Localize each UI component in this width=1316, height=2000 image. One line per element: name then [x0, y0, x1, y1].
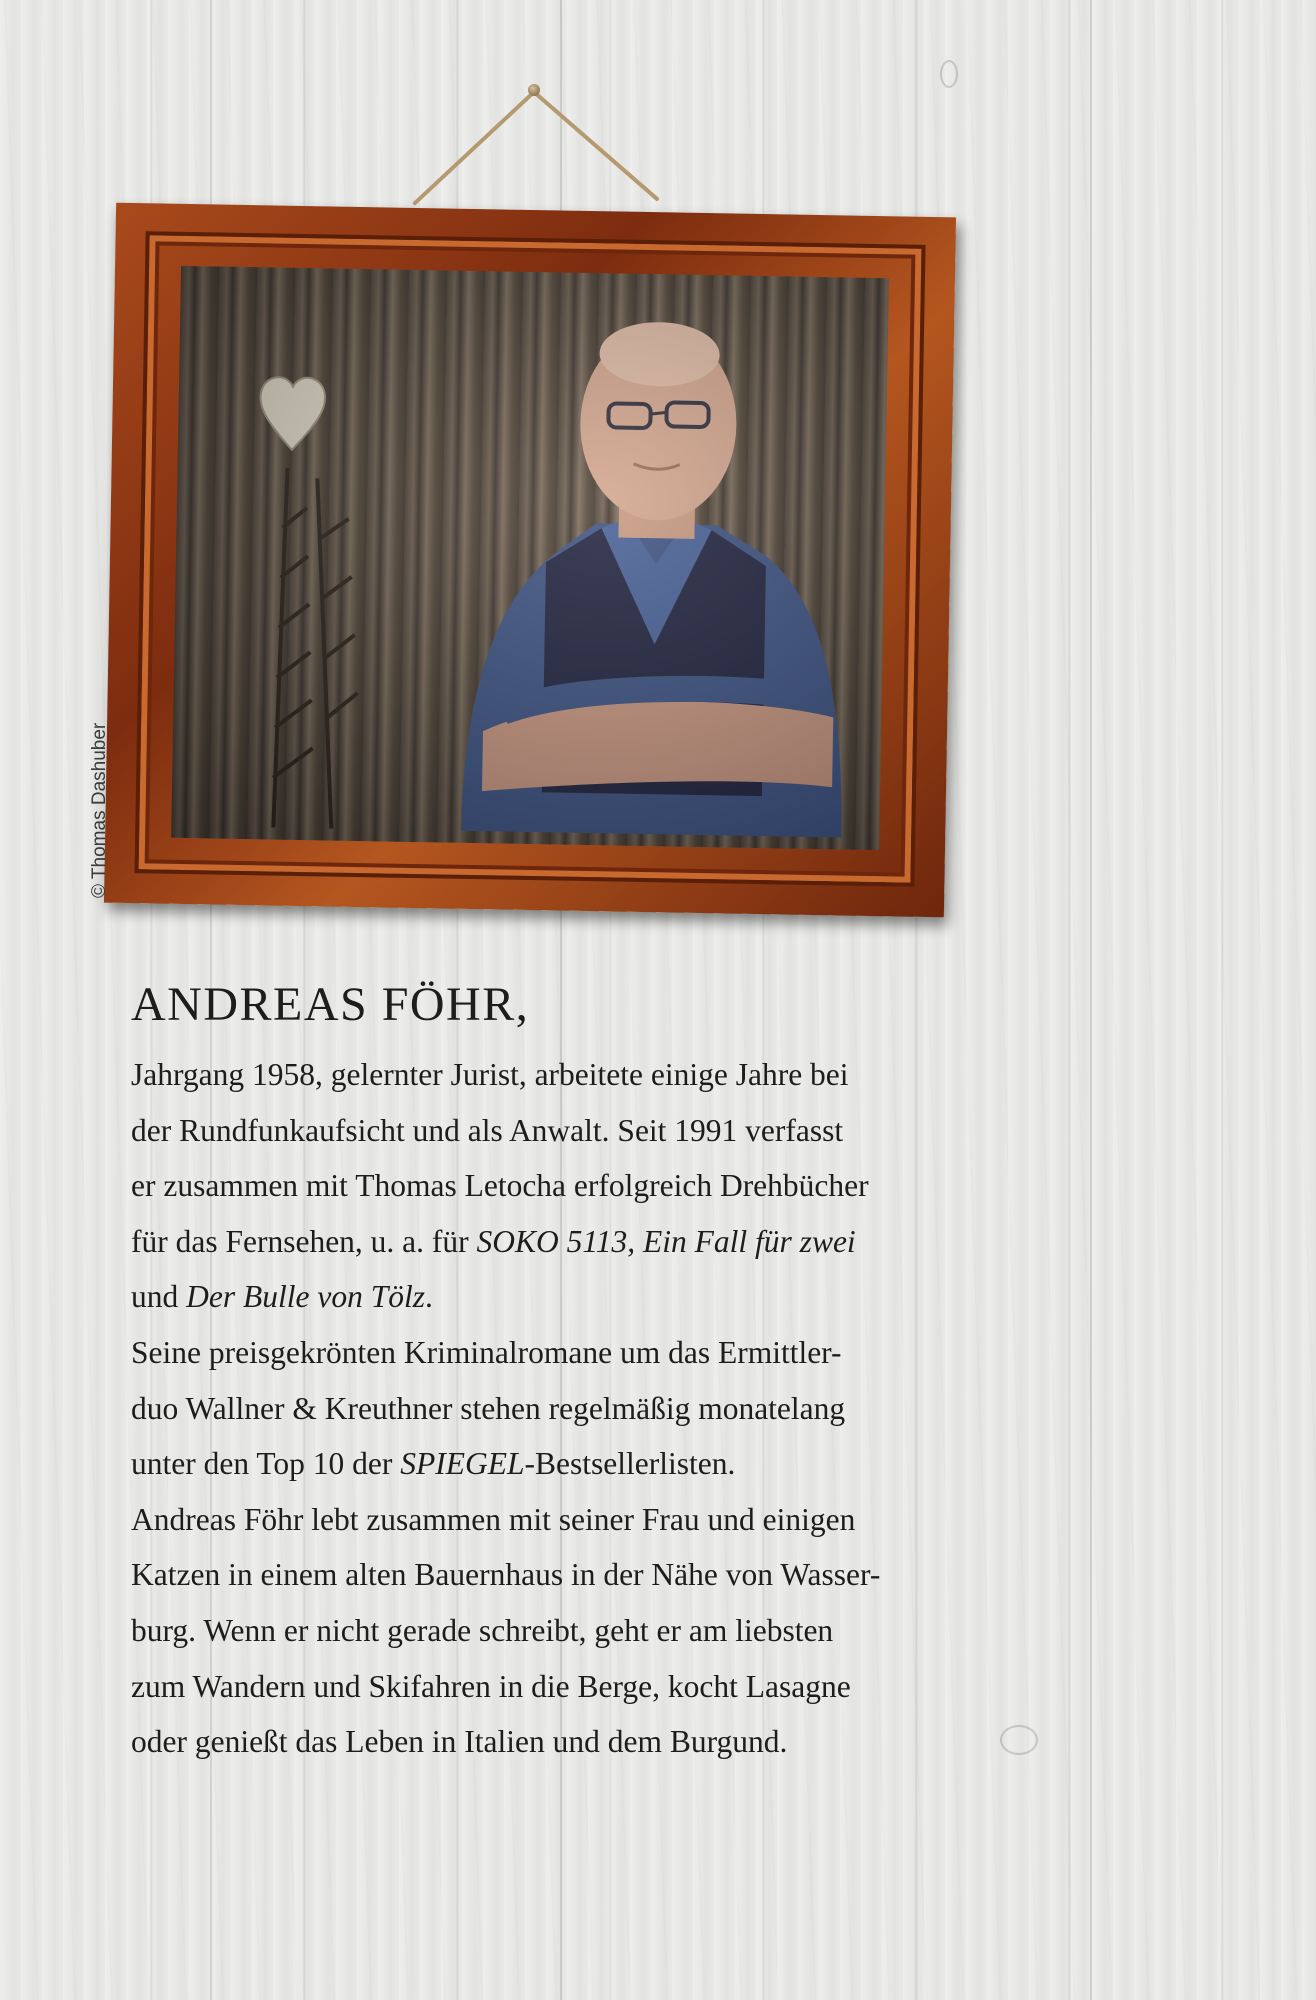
bio-title-italic: Der Bulle von Tölz — [186, 1279, 425, 1315]
hanging-string-left — [412, 91, 535, 206]
bio-text-segment: zum Wandern und Skifahren in die Berge, kocht Lasagne — [131, 1668, 851, 1704]
bio-text-segment: Seine preisgekrönten Kriminalromane um das Ermittler- — [131, 1334, 842, 1370]
bio-title-italic: SOKO 5113, Ein Fall für zwei — [476, 1223, 856, 1259]
bio-line — [131, 1547, 1061, 1603]
wood-knot — [940, 60, 958, 88]
bio-text-segment: Jahrgang 1958, gelernter Jurist, arbeitete einige Jahre bei — [131, 1057, 849, 1092]
bio-line — [131, 1714, 1061, 1770]
bio-text-segment: der Rundfunkaufsicht und als Anwalt. Seit 1991 verfasst — [131, 1112, 844, 1148]
bio-text-segment: unter den Top 10 der — [131, 1446, 401, 1482]
bio-text-segment: oder genießt das Leben in Italien und dem Burgund. — [131, 1724, 788, 1760]
bio-text-segment: und — [131, 1279, 187, 1315]
picture-frame — [104, 203, 956, 918]
bio-line — [131, 1436, 1061, 1492]
bio-line — [131, 1492, 1061, 1548]
bio-text-segment: duo Wallner & Kreuthner stehen regelmäßig monatelang — [131, 1390, 846, 1426]
bio-line — [131, 1659, 1061, 1715]
author-name: ANDREAS FÖHR, — [131, 978, 530, 1031]
bio-line — [131, 1381, 1061, 1437]
bio-line — [131, 1214, 1061, 1270]
bio-text — [131, 1047, 1061, 1770]
bio-text-segment: Katzen in einem alten Bauernhaus in der Nähe von Wasser- — [131, 1557, 881, 1593]
author-bio — [131, 975, 1061, 1770]
author-photo — [171, 266, 889, 850]
nail-icon — [528, 84, 540, 96]
bio-text-segment: Andreas Föhr lebt zusammen mit seiner Frau und einigen — [131, 1501, 856, 1537]
bio-line — [131, 1325, 1061, 1381]
wood-plank-seam — [1090, 0, 1092, 2000]
bio-line — [131, 1047, 1061, 1103]
photo-credit: © Thomas Dashuber — [89, 722, 110, 898]
bio-text-segment: er zusammen mit Thomas Letocha erfolgreich Drehbücher — [131, 1168, 869, 1204]
bio-text-segment: -Bestsellerlisten. — [524, 1446, 736, 1482]
bio-text-segment: für das Fernsehen, u. a. für — [131, 1223, 477, 1259]
bio-line — [131, 1603, 1061, 1659]
hanging-string-right — [533, 90, 660, 201]
bio-text-segment: burg. Wenn er nicht gerade schreibt, geht er am liebsten — [131, 1612, 834, 1648]
bio-line — [131, 1269, 1061, 1325]
bio-text-segment: . — [424, 1279, 433, 1315]
photo-vignette — [171, 266, 889, 850]
bio-line — [131, 1158, 1061, 1214]
bio-line — [131, 1103, 1061, 1159]
bio-title-italic: SPIEGEL — [400, 1446, 525, 1482]
